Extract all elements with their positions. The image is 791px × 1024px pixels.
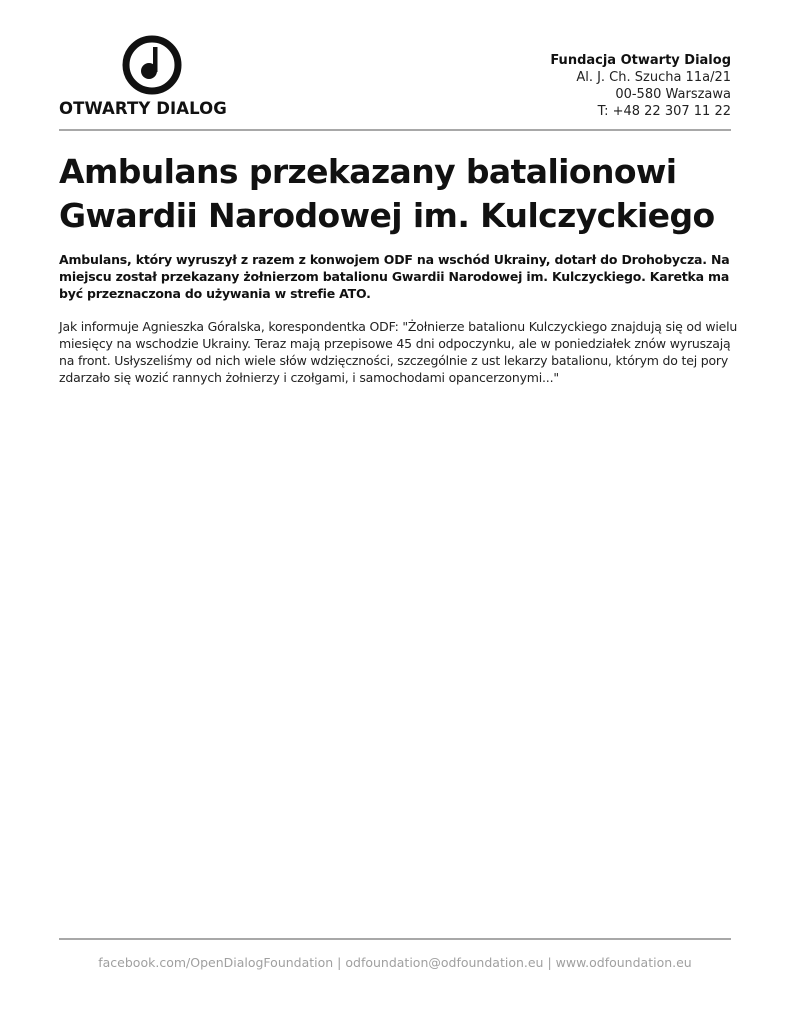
- odf-logo-icon: [122, 35, 182, 95]
- footer-links: facebook.com/OpenDialogFoundation | odfoundation@odfoundation.eu | www.odfoundation.eu: [98, 955, 692, 970]
- address-line-2: 00-580 Warszawa: [615, 87, 731, 102]
- article-lead: Ambulans, który wyruszył z razem z konwojem ODF na wschód Ukrainy, dotarł do Drohobycza. Na miejscu został przekazany żołnierzom batalionu Gwardii Narodowej im. Kulczyckiego. Karetka ma być przeznaczona do używania w strefie ATO.: [59, 252, 730, 301]
- article-title: Ambulans przekazany batalionowi Gwardii Narodowej im. Kulczyckiego: [59, 152, 715, 235]
- article-body: Jak informuje Agnieszka Góralska, korespondentka ODF: "Żołnierze batalionu Kulczyckiego znajdują się od wielu miesięcy na wschodzie Ukrainy. Teraz mają przepisowe 45 dni odpoczynku, ale w poniedziałek znów wyruszają na front. Usłyszeliśmy od nich wiele słów wdzięczności, szczególnie z ust lekarzy batalionu, którym do tej pory zdarzało się wozić rannych żołnierzy i czołgami, i samochodami opancerzonymi...": [59, 319, 738, 385]
- address-line-1: Al. J. Ch. Szucha 11a/21: [576, 70, 731, 85]
- footer-divider: [59, 938, 731, 940]
- header-divider: [59, 129, 731, 131]
- logo-text: OTWARTY DIALOG: [59, 99, 227, 118]
- phone-number: T: +48 22 307 11 22: [597, 104, 731, 119]
- contact-block: [550, 52, 731, 120]
- organization-name: Fundacja Otwarty Dialog: [550, 53, 731, 68]
- logo: [59, 35, 245, 121]
